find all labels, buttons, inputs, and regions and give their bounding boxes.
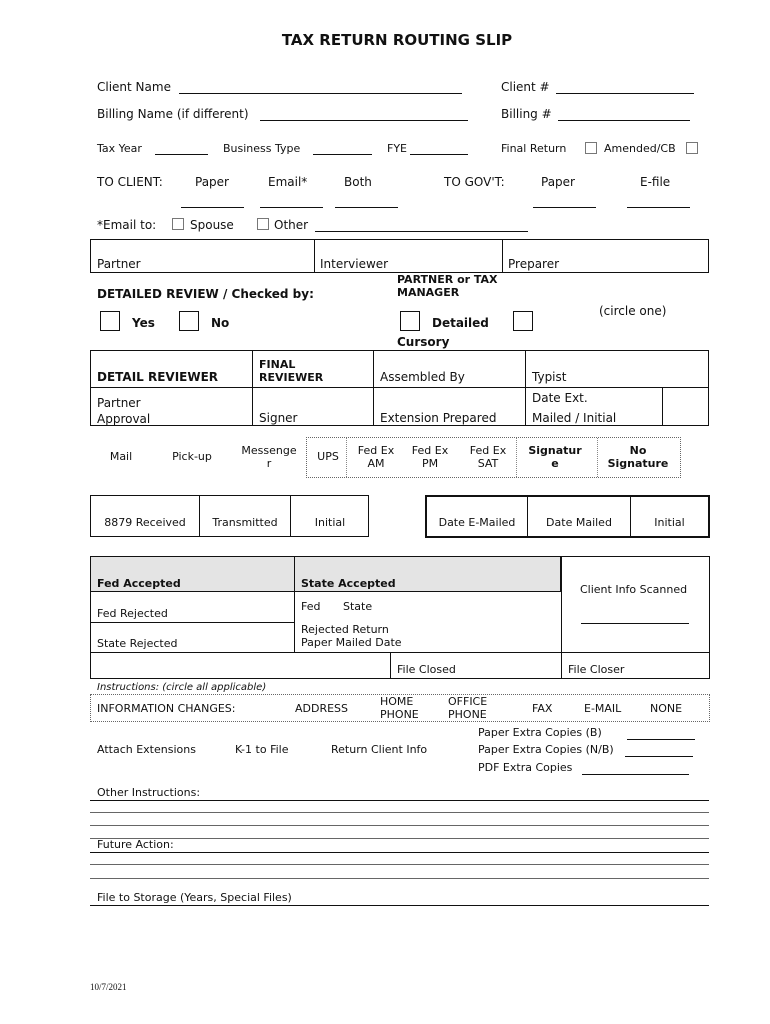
signer-label: Signer bbox=[259, 411, 298, 425]
address-option[interactable]: ADDRESS bbox=[295, 702, 349, 715]
future-action-line-2[interactable] bbox=[90, 864, 709, 865]
transmitted-label: Transmitted bbox=[212, 516, 278, 529]
billing-number-field[interactable] bbox=[558, 120, 690, 121]
detailed-review-label: DETAILED REVIEW / Checked by: bbox=[97, 287, 314, 301]
to-client-paper-line[interactable] bbox=[181, 207, 244, 208]
cursory-label: Cursory bbox=[397, 335, 450, 349]
fed-option[interactable]: Fed bbox=[301, 600, 321, 613]
spouse-checkbox[interactable] bbox=[172, 218, 184, 230]
signature-option[interactable]: Signature bbox=[528, 444, 582, 470]
yes-label: Yes bbox=[132, 316, 155, 330]
circle-one-note: (circle one) bbox=[599, 304, 667, 318]
fedex-pm-option[interactable]: Fed Ex PM bbox=[411, 444, 449, 470]
pdf-copies-label: PDF Extra Copies bbox=[478, 761, 573, 774]
fedex-sat-option[interactable]: Fed Ex SAT bbox=[469, 444, 507, 470]
fax-option[interactable]: FAX bbox=[532, 702, 553, 715]
cursory-checkbox[interactable] bbox=[513, 311, 533, 331]
file-to-storage-line[interactable] bbox=[90, 905, 709, 906]
fedex-am-option[interactable]: Fed Ex AM bbox=[357, 444, 395, 470]
other-instructions-line-4[interactable] bbox=[90, 838, 709, 839]
footer-date: 10/7/2021 bbox=[90, 982, 127, 992]
instructions-header: Instructions: (circle all applicable) bbox=[97, 682, 267, 693]
detail-reviewer-label: DETAIL REVIEWER bbox=[97, 370, 219, 384]
home-phone-option[interactable]: HOME PHONE bbox=[380, 695, 419, 721]
no-label: No bbox=[211, 316, 230, 330]
state-option[interactable]: State bbox=[343, 600, 373, 613]
paper-copies-b-label: Paper Extra Copies (B) bbox=[478, 726, 602, 739]
other-instructions-line-3[interactable] bbox=[90, 825, 709, 826]
staff-box bbox=[90, 239, 709, 273]
interviewer-label: Interviewer bbox=[320, 257, 389, 271]
rejected-return-label: Rejected Return bbox=[301, 623, 389, 636]
typist-label: Typist bbox=[532, 370, 567, 384]
pickup-option[interactable]: Pick-up bbox=[172, 450, 212, 463]
billing-name-field[interactable] bbox=[260, 120, 468, 121]
business-type-label: Business Type bbox=[223, 142, 301, 155]
final-return-label: Final Return bbox=[501, 142, 567, 155]
office-phone-option[interactable]: OFFICE PHONE bbox=[448, 695, 488, 721]
to-client-both-line[interactable] bbox=[335, 207, 398, 208]
final-return-checkbox[interactable] bbox=[585, 142, 597, 154]
yes-checkbox[interactable] bbox=[100, 311, 120, 331]
other-instructions-label: Other Instructions: bbox=[97, 786, 201, 799]
to-client-label: TO CLIENT: bbox=[97, 175, 163, 189]
mailed-initial-label: Mailed / Initial bbox=[532, 411, 617, 425]
client-name-label: Client Name bbox=[97, 80, 171, 94]
other-instructions-line-1[interactable] bbox=[90, 800, 709, 801]
paper-copies-nb-label: Paper Extra Copies (N/B) bbox=[478, 743, 614, 756]
billing-name-label: Billing Name (if different) bbox=[97, 107, 249, 121]
to-client-email-line[interactable] bbox=[260, 207, 323, 208]
paper-mailed-date-label: Paper Mailed Date bbox=[301, 636, 402, 649]
other-field[interactable] bbox=[315, 231, 528, 232]
none-option[interactable]: NONE bbox=[650, 702, 683, 715]
to-gov-efile-option[interactable]: E-file bbox=[640, 175, 671, 189]
tax-year-field[interactable] bbox=[155, 154, 208, 155]
return-client-info-option[interactable]: Return Client Info bbox=[331, 743, 428, 756]
info-changes-label: INFORMATION CHANGES: bbox=[97, 702, 236, 715]
initial-2-label: Initial bbox=[654, 516, 685, 529]
to-client-both-option[interactable]: Both bbox=[344, 175, 372, 189]
state-rejected-label: State Rejected bbox=[97, 637, 178, 650]
k1-to-file-option[interactable]: K-1 to File bbox=[235, 743, 289, 756]
page-title: TAX RETURN ROUTING SLIP bbox=[281, 31, 513, 49]
assembled-by-label: Assembled By bbox=[380, 370, 465, 384]
paper-copies-nb-field[interactable] bbox=[625, 756, 693, 757]
pdf-copies-field[interactable] bbox=[582, 774, 689, 775]
paper-copies-b-field[interactable] bbox=[627, 739, 695, 740]
mail-option[interactable]: Mail bbox=[109, 450, 133, 463]
amended-checkbox[interactable] bbox=[686, 142, 698, 154]
client-number-field[interactable] bbox=[556, 93, 694, 94]
future-action-line-1[interactable] bbox=[90, 852, 709, 853]
amended-label: Amended/CB bbox=[604, 142, 676, 155]
initial-label: Initial bbox=[314, 516, 346, 529]
date-emailed-label: Date E-Mailed bbox=[438, 516, 516, 529]
fye-field[interactable] bbox=[410, 154, 468, 155]
business-type-field[interactable] bbox=[313, 154, 372, 155]
preparer-label: Preparer bbox=[508, 257, 560, 271]
future-action-line-3[interactable] bbox=[90, 878, 709, 879]
to-gov-label: TO GOV'T: bbox=[444, 175, 505, 189]
ups-option[interactable]: UPS bbox=[317, 450, 339, 463]
no-checkbox[interactable] bbox=[179, 311, 199, 331]
state-accepted-label: State Accepted bbox=[301, 577, 396, 590]
spouse-label: Spouse bbox=[190, 218, 234, 232]
fed-rejected-label: Fed Rejected bbox=[97, 607, 168, 620]
other-checkbox[interactable] bbox=[257, 218, 269, 230]
to-client-paper-option[interactable]: Paper bbox=[195, 175, 229, 189]
messenger-option[interactable]: Messenger bbox=[241, 444, 297, 470]
date-ext-label: Date Ext. bbox=[532, 391, 588, 405]
email-to-label: *Email to: bbox=[97, 218, 157, 232]
to-client-email-option[interactable]: Email* bbox=[268, 175, 308, 189]
other-label: Other bbox=[274, 218, 309, 232]
client-info-scanned-field[interactable] bbox=[581, 623, 689, 624]
file-closed-label: File Closed bbox=[397, 663, 456, 676]
partner-label: Partner bbox=[97, 257, 141, 271]
other-instructions-line-2[interactable] bbox=[90, 812, 709, 813]
email-option[interactable]: E-MAIL bbox=[584, 702, 622, 715]
future-action-label: Future Action: bbox=[97, 838, 174, 851]
partner-tax-manager-label: PARTNER or TAX MANAGER bbox=[397, 273, 498, 299]
to-gov-paper-option[interactable]: Paper bbox=[541, 175, 575, 189]
client-info-scanned-label: Client Info Scanned bbox=[580, 583, 688, 596]
tax-year-label: Tax Year bbox=[97, 142, 142, 155]
client-number-label: Client # bbox=[501, 80, 550, 94]
date-mailed-label: Date Mailed bbox=[546, 516, 612, 529]
received-8879-label: 8879 Received bbox=[104, 516, 186, 529]
to-gov-paper-line[interactable] bbox=[533, 207, 596, 208]
extension-prepared-label: Extension Prepared bbox=[380, 411, 497, 425]
billing-number-label: Billing # bbox=[501, 107, 552, 121]
fed-accepted-label: Fed Accepted bbox=[97, 577, 181, 590]
partner-approval-label: Partner Approval bbox=[97, 396, 151, 426]
final-reviewer-label: FINAL REVIEWER bbox=[259, 358, 324, 384]
detailed-checkbox[interactable] bbox=[400, 311, 420, 331]
file-to-storage-label: File to Storage (Years, Special Files) bbox=[97, 891, 292, 904]
attach-extensions-option[interactable]: Attach Extensions bbox=[97, 743, 196, 756]
to-gov-efile-line[interactable] bbox=[627, 207, 690, 208]
file-closer-label: File Closer bbox=[568, 663, 625, 676]
client-name-field[interactable] bbox=[179, 93, 462, 94]
detailed-label: Detailed bbox=[432, 316, 489, 330]
fye-label: FYE bbox=[387, 142, 407, 155]
acceptance-grid bbox=[90, 556, 710, 679]
no-signature-option[interactable]: No Signature bbox=[607, 444, 669, 470]
